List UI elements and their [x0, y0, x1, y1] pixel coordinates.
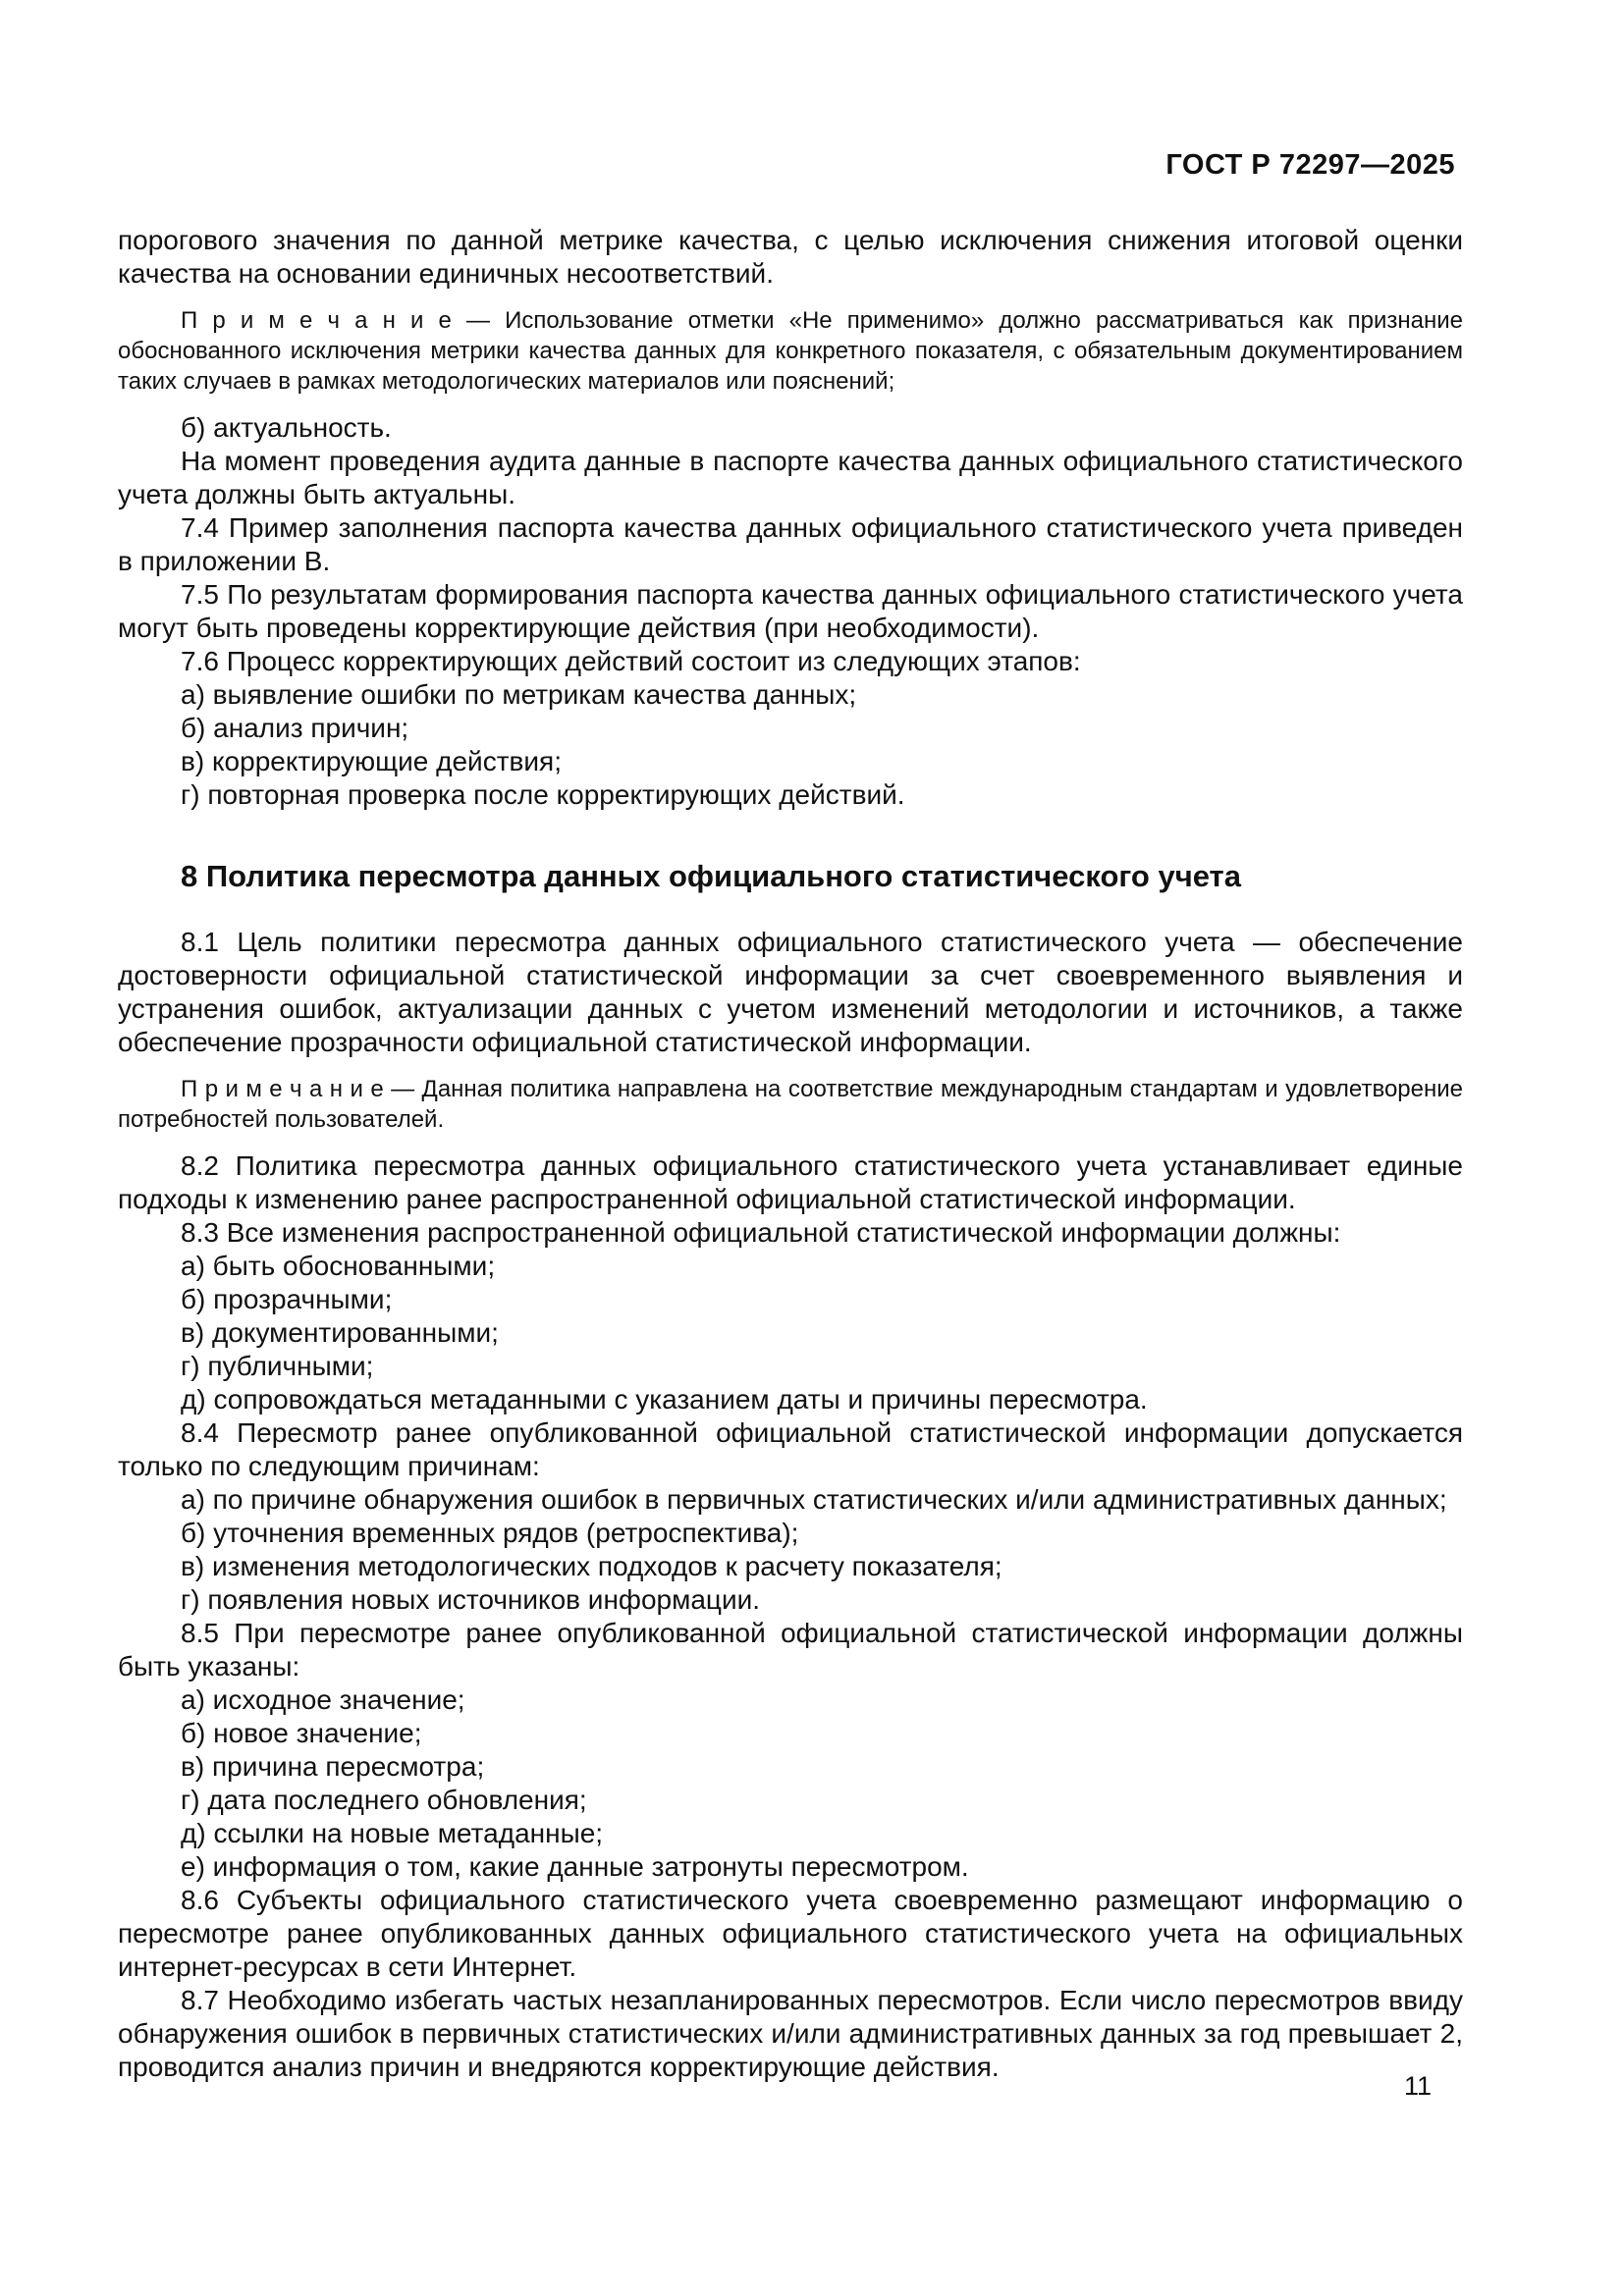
list-item: б) новое значение;	[181, 1718, 422, 1748]
list-item: а) быть обоснованными;	[181, 1251, 496, 1281]
paragraph: На момент проведения аудита данные в паспорте качества данных официального статистического учета должны быть актуальны.	[118, 446, 1463, 509]
paragraph: 8.5 При пересмотре ранее опубликованной официальной статистической информации должны быть указаны:	[118, 1618, 1463, 1682]
paragraph: 8.6 Субъекты официального статистического учета своевременно размещают информацию о пересмотре ранее опубликованных данных официального статистического учета на официальных интернет-ресурсах в сети Интернет.	[118, 1885, 1463, 1982]
list-item: в) изменения методологических подходов к расчету показателя;	[181, 1551, 1002, 1581]
list-item: в) причина пересмотра;	[181, 1751, 485, 1782]
list-item: д) ссылки на новые метаданные;	[181, 1818, 604, 1848]
paragraph: 8.1 Цель политики пересмотра данных официального статистического учета — обеспечение достоверности официальной статистической информации за счет своевременного выявления и устранения ошибок, актуализации данных с учетом изменений методологии и источников, а также обеспечение прозрачности официальной статистической информации.	[118, 927, 1463, 1057]
document-header	[118, 147, 1455, 183]
list-item: е) информация о том, какие данные затронуты пересмотром.	[181, 1851, 969, 1882]
note-paragraph: П р и м е ч а н и е — Использование отметки «Не применимо» должно рассматриваться как признание обоснованного исключения метрики качества данных для конкретного показателя, с обязательным документированием таких случаев в рамках методологических материалов или пояснений;	[118, 307, 1463, 395]
list-item: г) дата последнего обновления;	[181, 1785, 587, 1815]
paragraph: порогового значения по данной метрике качества, с целью исключения снижения итоговой оценки качества на основании единичных несоответствий.	[118, 225, 1463, 289]
list-item: д) сопровождаться метаданными с указанием даты и причины пересмотра.	[181, 1384, 1148, 1415]
paragraph: 8.3 Все изменения распространенной официальной статистической информации должны:	[181, 1217, 1341, 1248]
paragraph: 7.5 По результатам формирования паспорта качества данных официального статистического учета могут быть проведены корректирующие действия (при необходимости).	[118, 579, 1463, 643]
list-item: г) появления новых источников информации.	[181, 1584, 761, 1615]
page-footer	[1404, 2069, 1432, 2103]
list-item: а) исходное значение;	[181, 1684, 465, 1715]
list-item: а) выявление ошибки по метрикам качества данных;	[181, 679, 857, 710]
paragraph: 7.4 Пример заполнения паспорта качества данных официального статистического учета приведен в приложении В.	[118, 512, 1463, 576]
list-item: в) корректирующие действия;	[181, 746, 562, 776]
list-item: г) повторная проверка после корректирующих действий.	[181, 779, 905, 810]
list-item: г) публичными;	[181, 1351, 374, 1381]
list-item: б) уточнения временных рядов (ретроспектива);	[181, 1518, 799, 1548]
list-item: в) документированными;	[181, 1317, 499, 1348]
page-number: 11	[1403, 2071, 1432, 2101]
paragraph: 8.7 Необходимо избегать частых незапланированных пересмотров. Если число пересмотров ввиду обнаружения ошибок в первичных статистических и/или административных данных за год превышает 2, проводится анализ причин и внедряются корректирующие действия.	[118, 1985, 1463, 2082]
list-item: б) анализ причин;	[181, 713, 409, 743]
list-item: б) прозрачными;	[181, 1284, 393, 1314]
paragraph: 7.6 Процесс корректирующих действий состоит из следующих этапов:	[181, 646, 1081, 676]
list-item: а) по причине обнаружения ошибок в первичных статистических и/или административных данных;	[181, 1484, 1447, 1515]
note-paragraph: П р и м е ч а н и е — Данная политика направлена на соответствие международным стандартам и удовлетворение потребностей пользователей.	[118, 1076, 1463, 1133]
paragraph: 8.2 Политика пересмотра данных официального статистического учета устанавливает единые подходы к изменению ранее распространенной официальной статистической информации.	[118, 1150, 1463, 1214]
list-item: б) актуальность.	[181, 412, 392, 443]
standard-number: ГОСТ Р 72297—2025	[1165, 149, 1455, 181]
section-heading: 8 Политика пересмотра данных официального статистического учета	[181, 859, 1241, 893]
document-content	[118, 224, 1463, 2084]
paragraph: 8.4 Пересмотр ранее опубликованной официальной статистической информации допускается только по следующим причинам:	[118, 1417, 1463, 1481]
